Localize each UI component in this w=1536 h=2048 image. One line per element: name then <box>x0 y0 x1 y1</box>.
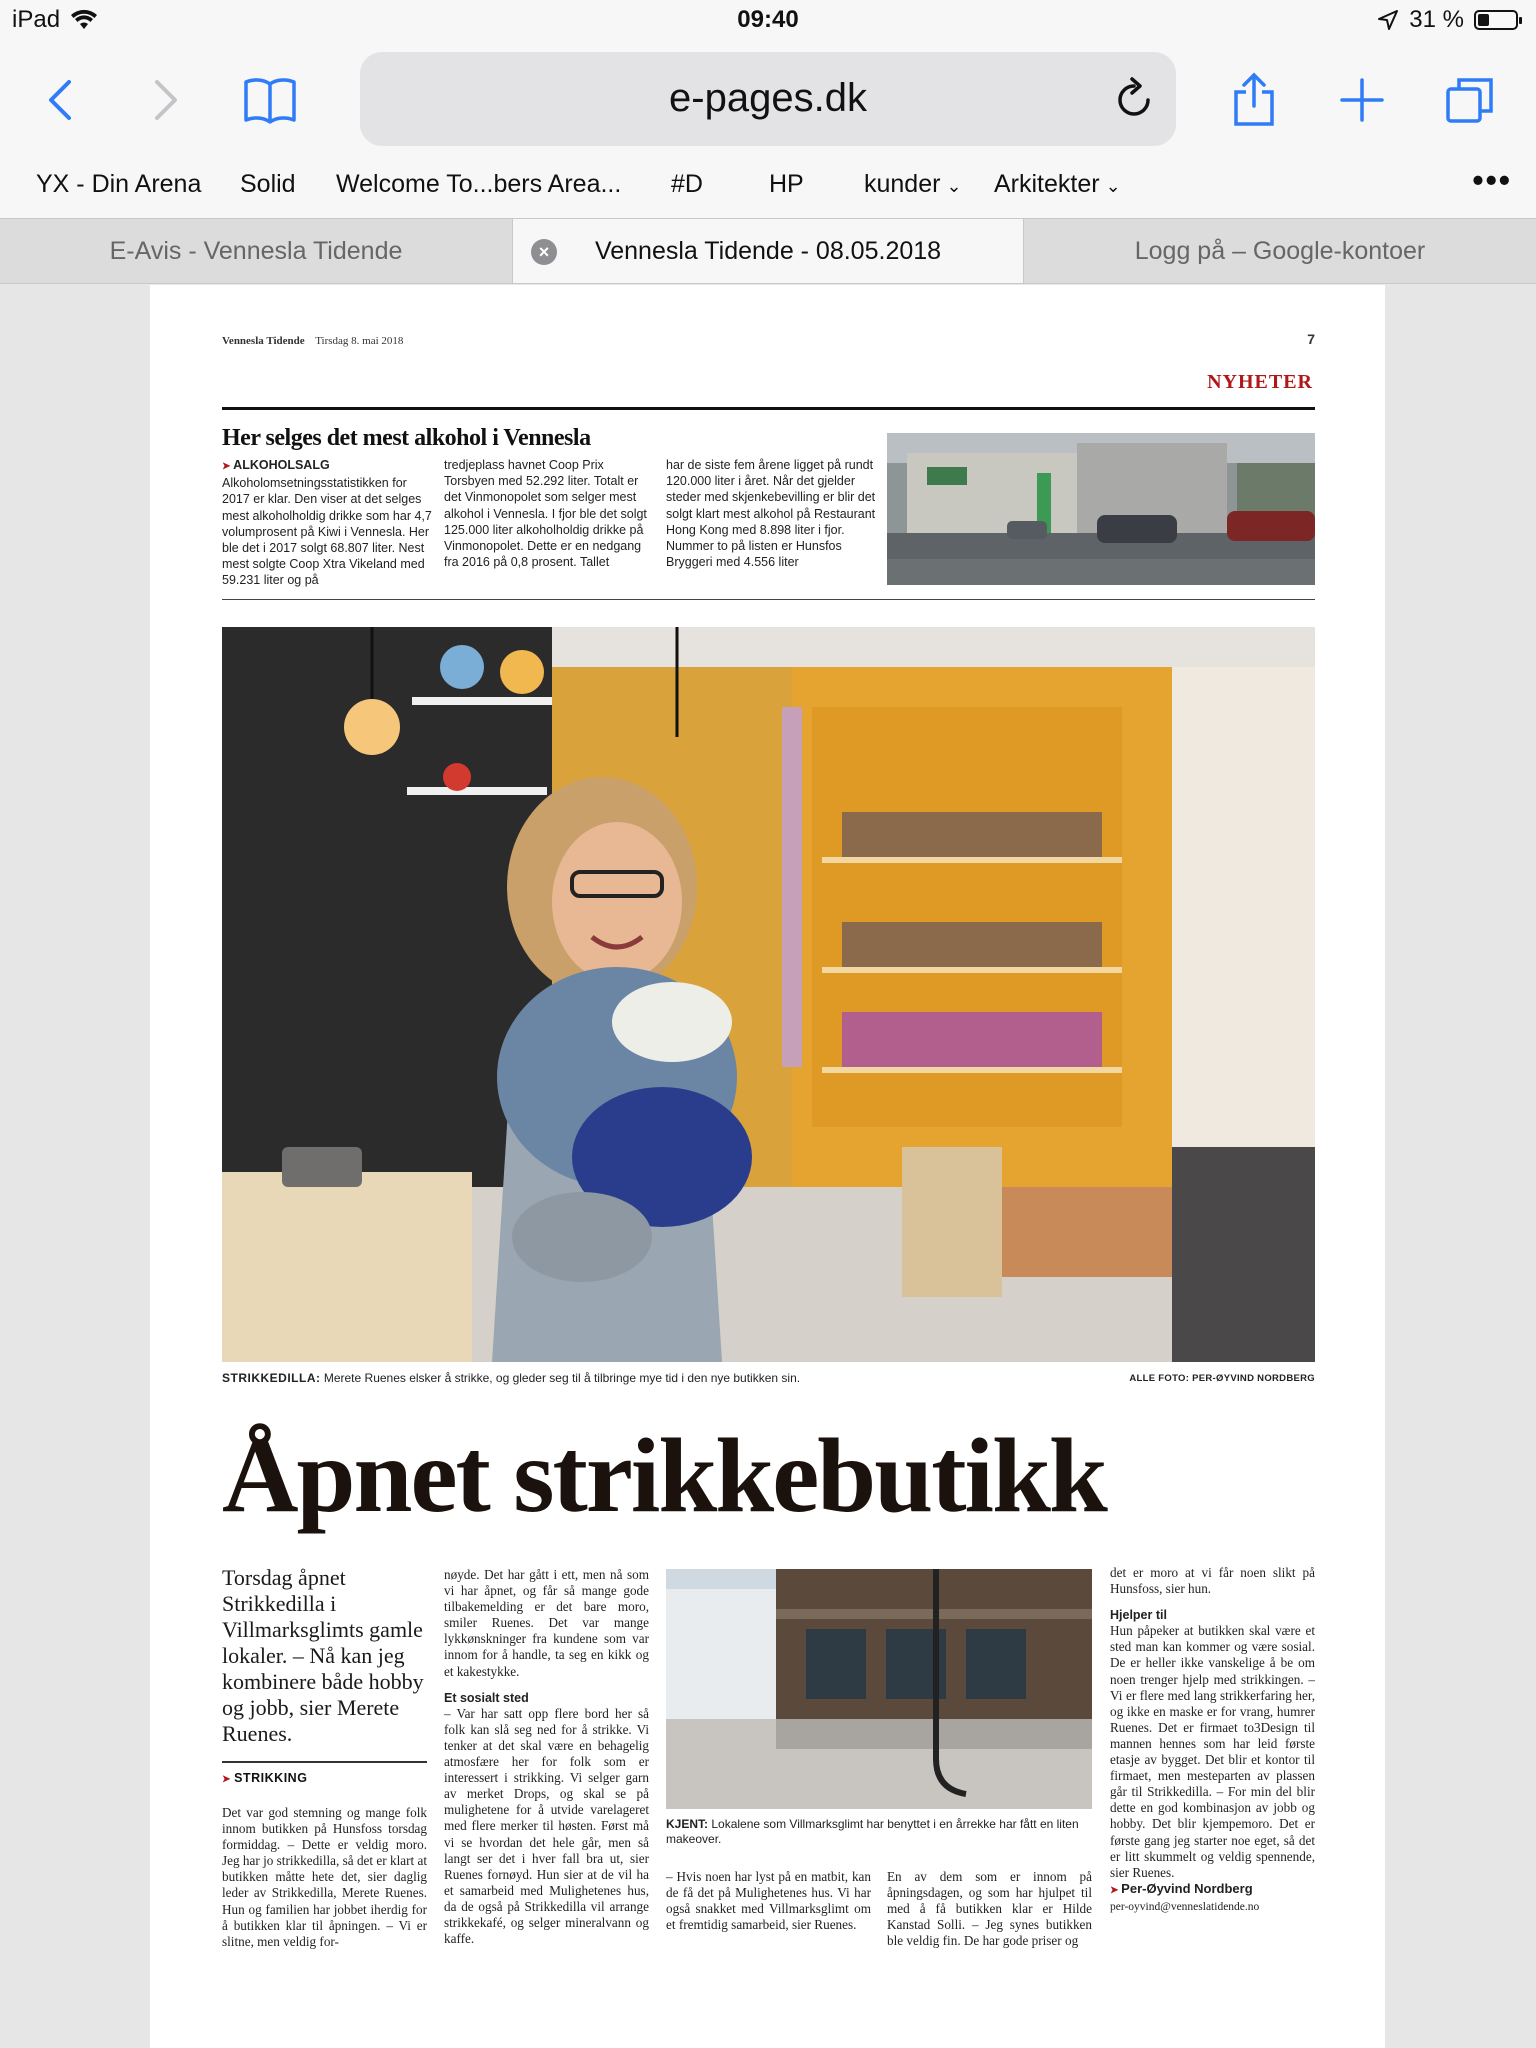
photo-credit: ALLE FOTO: PER-ØYVIND NORDBERG <box>1129 1373 1315 1384</box>
article-column <box>444 1567 649 1947</box>
tab-vennesla-tidende[interactable] <box>512 219 1024 283</box>
article-column: En av dem som er innom på åpningsdagen, og som har hjulpet til med å få butikken klar er Hilde Kanstad Solli. – Jeg synes butikken ble veldig fin. De har gode priser og <box>887 1869 1092 1949</box>
divider <box>222 599 1315 600</box>
reload-button[interactable] <box>1114 76 1154 125</box>
subheading: Hjelper til <box>1110 1608 1167 1623</box>
device-label: iPad <box>12 6 61 33</box>
favorite-item[interactable]: #D <box>671 170 703 198</box>
photo-caption <box>666 1817 1092 1847</box>
photo-caption <box>222 1371 1315 1385</box>
battery-icon <box>1474 10 1518 30</box>
brief-column: har de siste fem årene ligget på rundt 120.000 liter i året. Når det gjelder steder med skjenkebevilling er blir det solgt klart mest alkohol på Restaurant Hong Kong med 8.898 liter i fjor. Nummer to på listen er Hunsfos Bryggeri med 4.556 liter <box>666 458 876 570</box>
page-header <box>222 331 1315 347</box>
article-tag: ➤ STRIKKING <box>222 1761 427 1785</box>
article-column: – Hvis noen har lyst på en matbit, kan de få det på Mulighetenes hus. Vi har også snakket med Villmarksglimt om et fremtidig samarbeid, sier Ruenes. <box>666 1869 871 1933</box>
folder-label: Arkitekter <box>994 170 1100 198</box>
divider <box>222 407 1315 410</box>
tab-e-avis[interactable] <box>0 219 512 283</box>
chevron-down-icon: ⌄ <box>946 176 962 196</box>
book-icon <box>243 76 297 124</box>
clock: 09:40 <box>737 6 799 33</box>
favorite-item[interactable]: Welcome To...bers Area... <box>336 170 622 198</box>
paragraph: – Var har satt opp flere bord her så folk kan slå seg ned for å strikke. Vi tenker at det skal være en behagelig atmosfære her for folk som er interessert i strikking. Vi selger garn av merket Drops, og skal se på mulighetene for å utvide varelageret med flere merker til høsten. Først må vi se hvordan det hele går, men så langt ser det i hver fall bra ut, sier Ruenes fornøyd. Hun sier at de vil ha et samarbeid med Mulighetenes hus, da de også på Strikkedilla vil arrange strikkekafé, og selger mineralvann og kaffe. <box>444 1705 649 1947</box>
brief-column: tredjeplass havnet Coop Prix Torsbyen med 52.292 liter. Totalt er det Vinmonopolet som selger mest alkohol i Vennesla. I fjor ble det solgt 125.000 liter alkoholholdig drikke på Vinmonopolet. Dette er en nedgang fra 2016 på 0,8 prosent. Tallet <box>444 458 647 570</box>
storefront-photo <box>666 1569 1092 1809</box>
address-bar[interactable] <box>360 52 1176 146</box>
newspaper-page <box>150 285 1385 2048</box>
author-email[interactable]: per-oyvind@venneslatidende.no <box>1110 1900 1260 1913</box>
lead-tag: ➤ ALKOHOLSALG <box>222 458 330 472</box>
chevron-right-icon <box>151 78 181 122</box>
caption-text: Merete Ruenes elsker å strikke, og gleder seg til å tilbringe mye tid i den nye butikken sin. <box>323 1371 801 1385</box>
paragraph: det er moro at vi får noen slikt på Hunsfoss, sier hun. <box>1110 1565 1315 1597</box>
favorite-item[interactable]: YX - Din Arena <box>36 170 202 198</box>
share-button[interactable] <box>1224 70 1284 130</box>
paragraph: nøyde. Det har gått i ett, men nå som vi har åpnet, og får så mange gode tilbakemelding er det bare moro, smiler Ruenes. Det var mange lykkønskninger fra kundene som var innom for å handle, ta seg en kikk og et kakestykke. <box>444 1567 649 1679</box>
tabs-icon <box>1445 75 1495 125</box>
subheading: Et sosialt sted <box>444 1690 529 1705</box>
plus-icon <box>1340 78 1384 122</box>
favorite-item[interactable]: Solid <box>240 170 296 198</box>
battery-percent: 31 % <box>1409 6 1464 33</box>
share-icon <box>1232 72 1276 128</box>
caption-tag: KJENT: <box>666 1817 709 1831</box>
battery-level <box>1478 14 1489 26</box>
article-column: Det var god stemning og mange folk innom butikken på Hunsfoss torsdag formiddag. – Dette er veldig moro. Jeg har jo strikkedilla, så det er klart at butikken måtte hete det, sier daglig leder av Strikkedilla, Merete Ruenes. Hun og familien har jobbet iherdig for å butikken klar til åpningen. – Vi er slitne, men veldig for- <box>222 1805 427 1949</box>
chevron-left-icon <box>45 78 75 122</box>
caption-text: Lokalene som Villmarksglimt har benyttet i en årrekke har fått en liten makeover. <box>666 1817 1079 1846</box>
favorite-item[interactable]: HP <box>769 170 804 198</box>
caption-tag: STRIKKEDILLA: <box>222 1371 321 1385</box>
main-photo <box>222 627 1315 1362</box>
tab-bar <box>0 218 1536 284</box>
page-date: Tirsdag 8. mai 2018 <box>315 335 404 347</box>
close-icon[interactable]: × <box>531 239 557 265</box>
bookmarks-button[interactable] <box>240 70 300 130</box>
favorite-folder-arkitekter[interactable] <box>994 170 1121 199</box>
folder-label: kunder <box>864 170 941 198</box>
article-column <box>1110 1565 1315 1915</box>
tab-label: Logg på – Google-kontoer <box>1134 236 1426 265</box>
more-icon[interactable]: ••• <box>1472 162 1512 198</box>
new-tab-button[interactable] <box>1332 70 1392 130</box>
tab-google-login[interactable] <box>1024 219 1536 283</box>
favorites-bar <box>0 160 1536 218</box>
byline: ➤ Per-Øyvind Nordberg <box>1110 1881 1315 1899</box>
tab-label: E-Avis - Vennesla Tidende <box>109 236 403 265</box>
back-button[interactable] <box>30 70 90 130</box>
paragraph: Hun påpeker at butikken skal være et sted man kan kommer og være sosial. De er heller ikke vanskelige å be om noen trenger hjelp med strikkingen. – Vi er flere med lang strikkerfaring her, og ikke en maske er for vrang, humrer Ruenes. Det er firmaet to3Design til mannen hennes som har leid første etasje av bygget. Det blir et kontor til firmaet, men mesteparten av plassen går til Strikkedilla. – For min del blir dette en god kombinasjon av jobb og hobby. Det blir kjempemoro. Det er første gang jeg starter noe eget, så det er litt skummelt og veldig spennende, sier Ruenes. <box>1110 1623 1315 1880</box>
brief-headline: Her selges det mest alkohol i Vennesla <box>222 425 591 451</box>
article-ingress: Torsdag åpnet Strikkedilla i Villmarksglimts gamle lokaler. – Nå kan jeg kombinere både hobby og jobb, sier Merete Ruenes. <box>222 1565 424 1746</box>
status-bar <box>0 0 1536 40</box>
article-headline: Åpnet strikkebutikk <box>222 1417 1106 1534</box>
brief-column <box>222 457 432 589</box>
browser-toolbar <box>0 40 1536 160</box>
page-number: 7 <box>1307 331 1315 347</box>
reload-icon <box>1114 76 1154 120</box>
paper-logo: Vennesla Tidende <box>222 335 305 347</box>
brief-text: Alkoholomsetningsstatistikken for 2017 er klar. Den viser at det selges mest alkoholholdig drikke som har 4,7 volumprosent på Kiwi i Vennesla. Her ble det i 2017 solgt 68.807 liter. Nest mest solgte Coop Xtra Vikeland med 59.231 liter og på <box>222 476 432 588</box>
street-photo <box>887 433 1315 585</box>
tab-label: Vennesla Tidende - 08.05.2018 <box>594 236 942 265</box>
section-label: NYHETER <box>1207 371 1313 393</box>
tabs-overview-button[interactable] <box>1440 70 1500 130</box>
location-arrow-icon <box>1377 9 1399 31</box>
favorite-folder-kunder[interactable] <box>864 170 962 199</box>
url-text: e-pages.dk <box>669 76 867 120</box>
forward-button[interactable] <box>136 70 196 130</box>
web-content[interactable] <box>0 285 1536 2048</box>
chevron-down-icon: ⌄ <box>1105 176 1121 196</box>
